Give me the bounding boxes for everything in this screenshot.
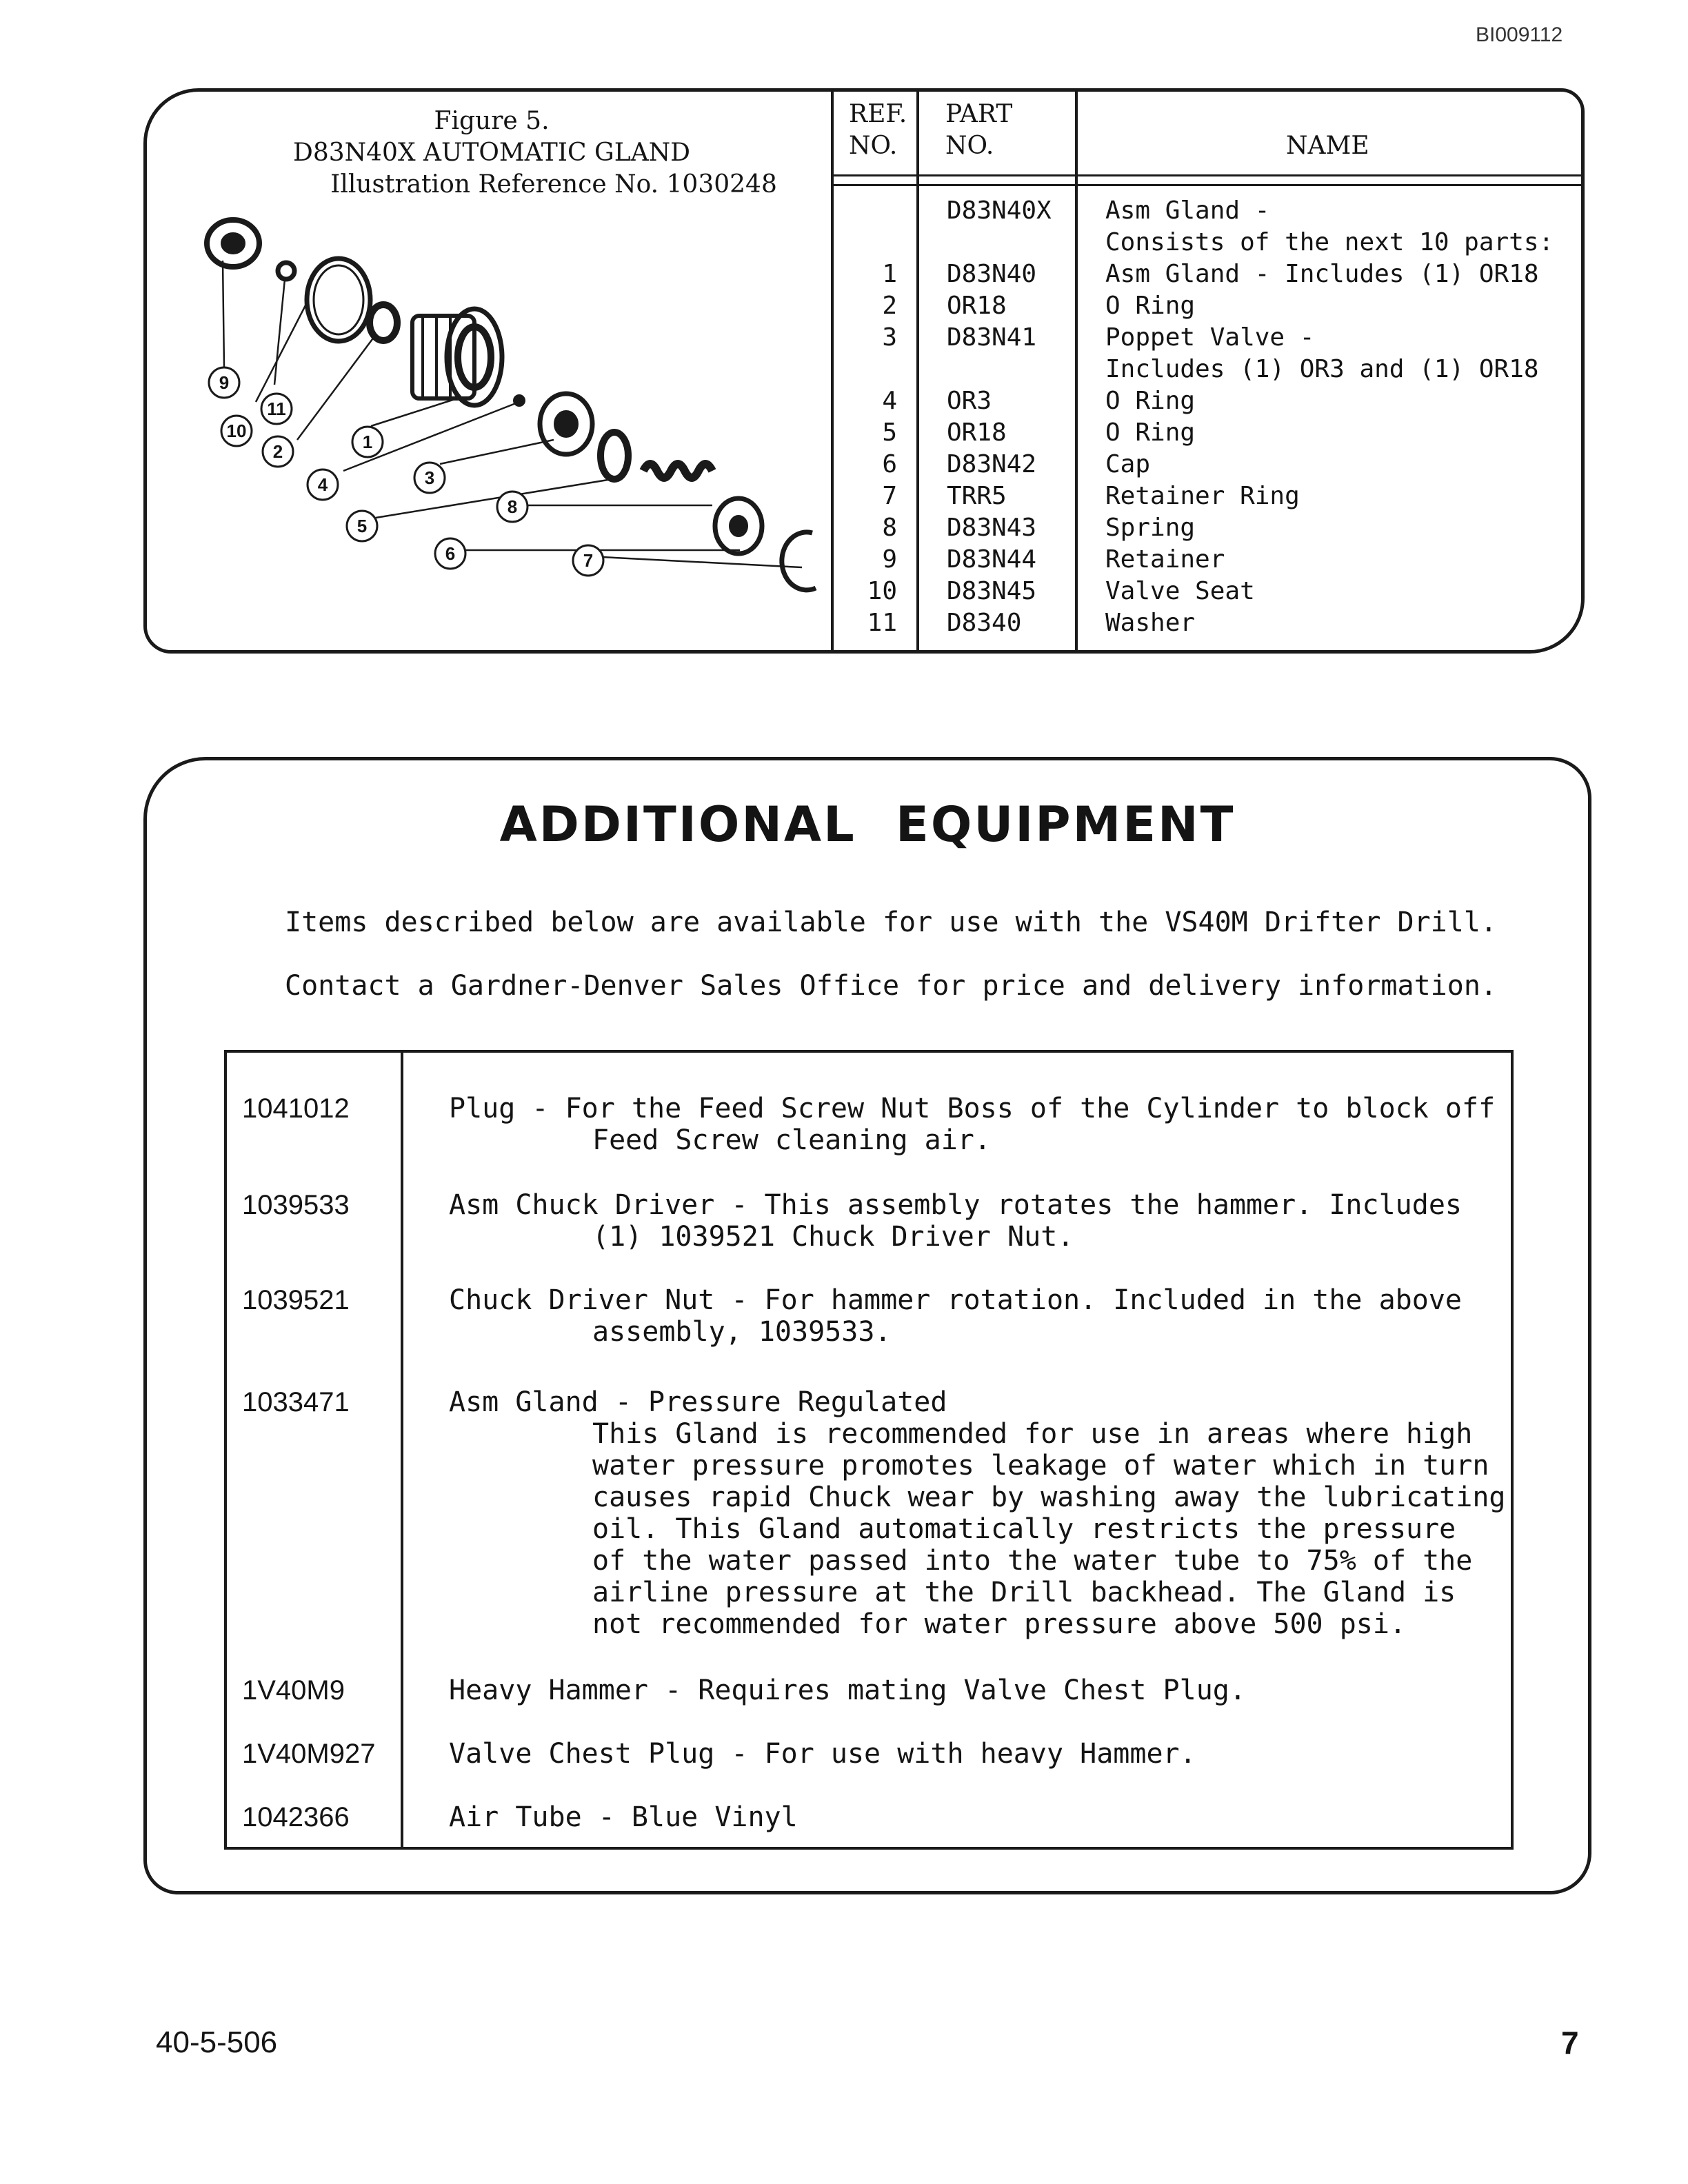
column-divider (401, 1053, 403, 1847)
equipment-desc-cont: causes rapid Chuck wear by washing away the lubricating (592, 1482, 1506, 1513)
equipment-desc: Air Tube - Blue Vinyl (449, 1801, 798, 1833)
callout-5 (347, 511, 377, 541)
oring-cap-part (601, 432, 628, 479)
equipment-desc-cont: assembly, 1039533. (592, 1316, 892, 1348)
part-row: 11 D8340 Washer (867, 609, 1196, 637)
callout-8 (497, 492, 528, 522)
callout-9 (209, 367, 239, 398)
washer-part (207, 220, 259, 267)
callout-10 (221, 416, 252, 446)
callout-6 (435, 538, 465, 569)
part-row: 4 OR3 O Ring (882, 387, 1196, 415)
equipment-desc: Asm Gland - Pressure Regulated (449, 1386, 947, 1418)
illustration-reference: Illustration Reference No. 1030248 (330, 170, 777, 199)
equipment-desc-cont: not recommended for water pressure above 500 psi. (592, 1608, 1407, 1640)
callout-4 (308, 469, 338, 500)
equipment-code: 1042366 (242, 1802, 350, 1832)
callout-2 (263, 436, 293, 467)
figure-title (147, 105, 836, 201)
part-row: D83N40X Asm Gland - (947, 196, 1270, 225)
equipment-desc: Heavy Hammer - Requires mating Valve Chest Plug. (449, 1675, 1246, 1706)
callout-11 (261, 394, 292, 424)
svg-text:10: 10 (226, 421, 247, 441)
part-row: Includes (1) OR3 and (1) OR18 (1105, 355, 1539, 383)
oring-small-part (370, 305, 397, 341)
intro-contact: Contact a Gardner-Denver Sales Office for price and delivery information. (285, 970, 1497, 1002)
seat-part (278, 263, 294, 279)
svg-text:4: 4 (317, 474, 328, 495)
svg-text:7: 7 (583, 550, 594, 571)
intro-availability: Items described below are available for use with the VS40M Drifter Drill. (285, 907, 1497, 938)
gland-body-part (412, 309, 502, 405)
poppet-valve-part (540, 394, 592, 454)
equipment-desc-cont: airline pressure at the Drill backhead. The Gland is (592, 1577, 1456, 1608)
svg-text:8: 8 (507, 496, 518, 517)
svg-text:6: 6 (445, 543, 456, 564)
svg-text:3: 3 (424, 467, 435, 488)
callout-1 (352, 427, 383, 457)
equipment-code: 1033471 (242, 1387, 350, 1417)
svg-text:5: 5 (356, 516, 368, 536)
equipment-desc-cont: water pressure promotes leakage of water which in turn (592, 1450, 1489, 1482)
document-code: BI009112 (1476, 23, 1563, 46)
equipment-desc-cont: (1) 1039521 Chuck Driver Nut. (592, 1221, 1074, 1253)
figure-name: D83N40X AUTOMATIC GLAND (292, 139, 691, 167)
equipment-desc: Plug - For the Feed Screw Nut Boss of the Cylinder to block off (449, 1093, 1496, 1124)
parts-table (831, 92, 1585, 650)
retainer-ring-part (782, 532, 816, 590)
equipment-desc: Asm Chuck Driver - This assembly rotates the hammer. Includes (449, 1189, 1463, 1221)
spring-part (643, 464, 712, 478)
part-row: 7 TRR5 Retainer Ring (882, 482, 1300, 510)
part-row: 2 OR18 O Ring (882, 292, 1196, 320)
oring-large-part (307, 259, 370, 341)
part-row: 8 D83N43 Spring (882, 514, 1196, 542)
equipment-desc: Valve Chest Plug - For use with heavy Hammer. (449, 1738, 1196, 1770)
callout-7 (573, 545, 603, 576)
part-row: 3 D83N41 Poppet Valve - (882, 323, 1315, 352)
ref-no-header: REF. NO. (849, 100, 907, 160)
callout-3 (414, 463, 445, 493)
svg-text:1: 1 (362, 432, 373, 452)
equipment-code: 1V40M927 (242, 1739, 376, 1769)
figure-panel (143, 88, 1585, 654)
section-title: ADDITIONAL EQUIPMENT (499, 796, 1236, 853)
part-no-header: PART NO. (945, 100, 1013, 160)
equipment-desc-cont: This Gland is recommended for use in areas where high (592, 1418, 1473, 1450)
document-number: 40-5-506 (156, 2025, 278, 2059)
equipment-desc: Chuck Driver Nut - For hammer rotation. Included in the above (449, 1284, 1463, 1316)
svg-text:9: 9 (219, 372, 230, 393)
name-header: NAME (1286, 132, 1369, 160)
equipment-desc-cont: oil. This Gland automatically restricts the pressure (592, 1513, 1456, 1545)
figure-number: Figure 5. (434, 107, 550, 135)
equipment-code: 1039533 (242, 1190, 350, 1220)
part-row: 6 D83N42 Cap (882, 450, 1151, 478)
part-row: Consists of the next 10 parts: (1105, 228, 1554, 256)
part-row: 5 OR18 O Ring (882, 418, 1196, 447)
equipment-desc-cont: of the water passed into the water tube to 75% of the (592, 1545, 1473, 1577)
svg-text:11: 11 (267, 398, 286, 419)
part-row: 1 D83N40 Asm Gland - Includes (1) OR18 (882, 260, 1539, 288)
equipment-desc-cont: Feed Screw cleaning air. (592, 1124, 991, 1156)
additional-equipment-panel (143, 757, 1591, 1894)
equipment-code: 1V40M9 (242, 1675, 345, 1706)
part-row: 9 D83N44 Retainer (882, 545, 1225, 574)
page-number: 7 (1561, 2025, 1579, 2061)
retainer-part (715, 498, 762, 554)
equipment-table (224, 1050, 1514, 1850)
part-row: 10 D83N45 Valve Seat (867, 577, 1255, 605)
svg-text:2: 2 (272, 441, 283, 462)
equipment-code: 1039521 (242, 1285, 350, 1315)
equipment-code: 1041012 (242, 1093, 350, 1124)
